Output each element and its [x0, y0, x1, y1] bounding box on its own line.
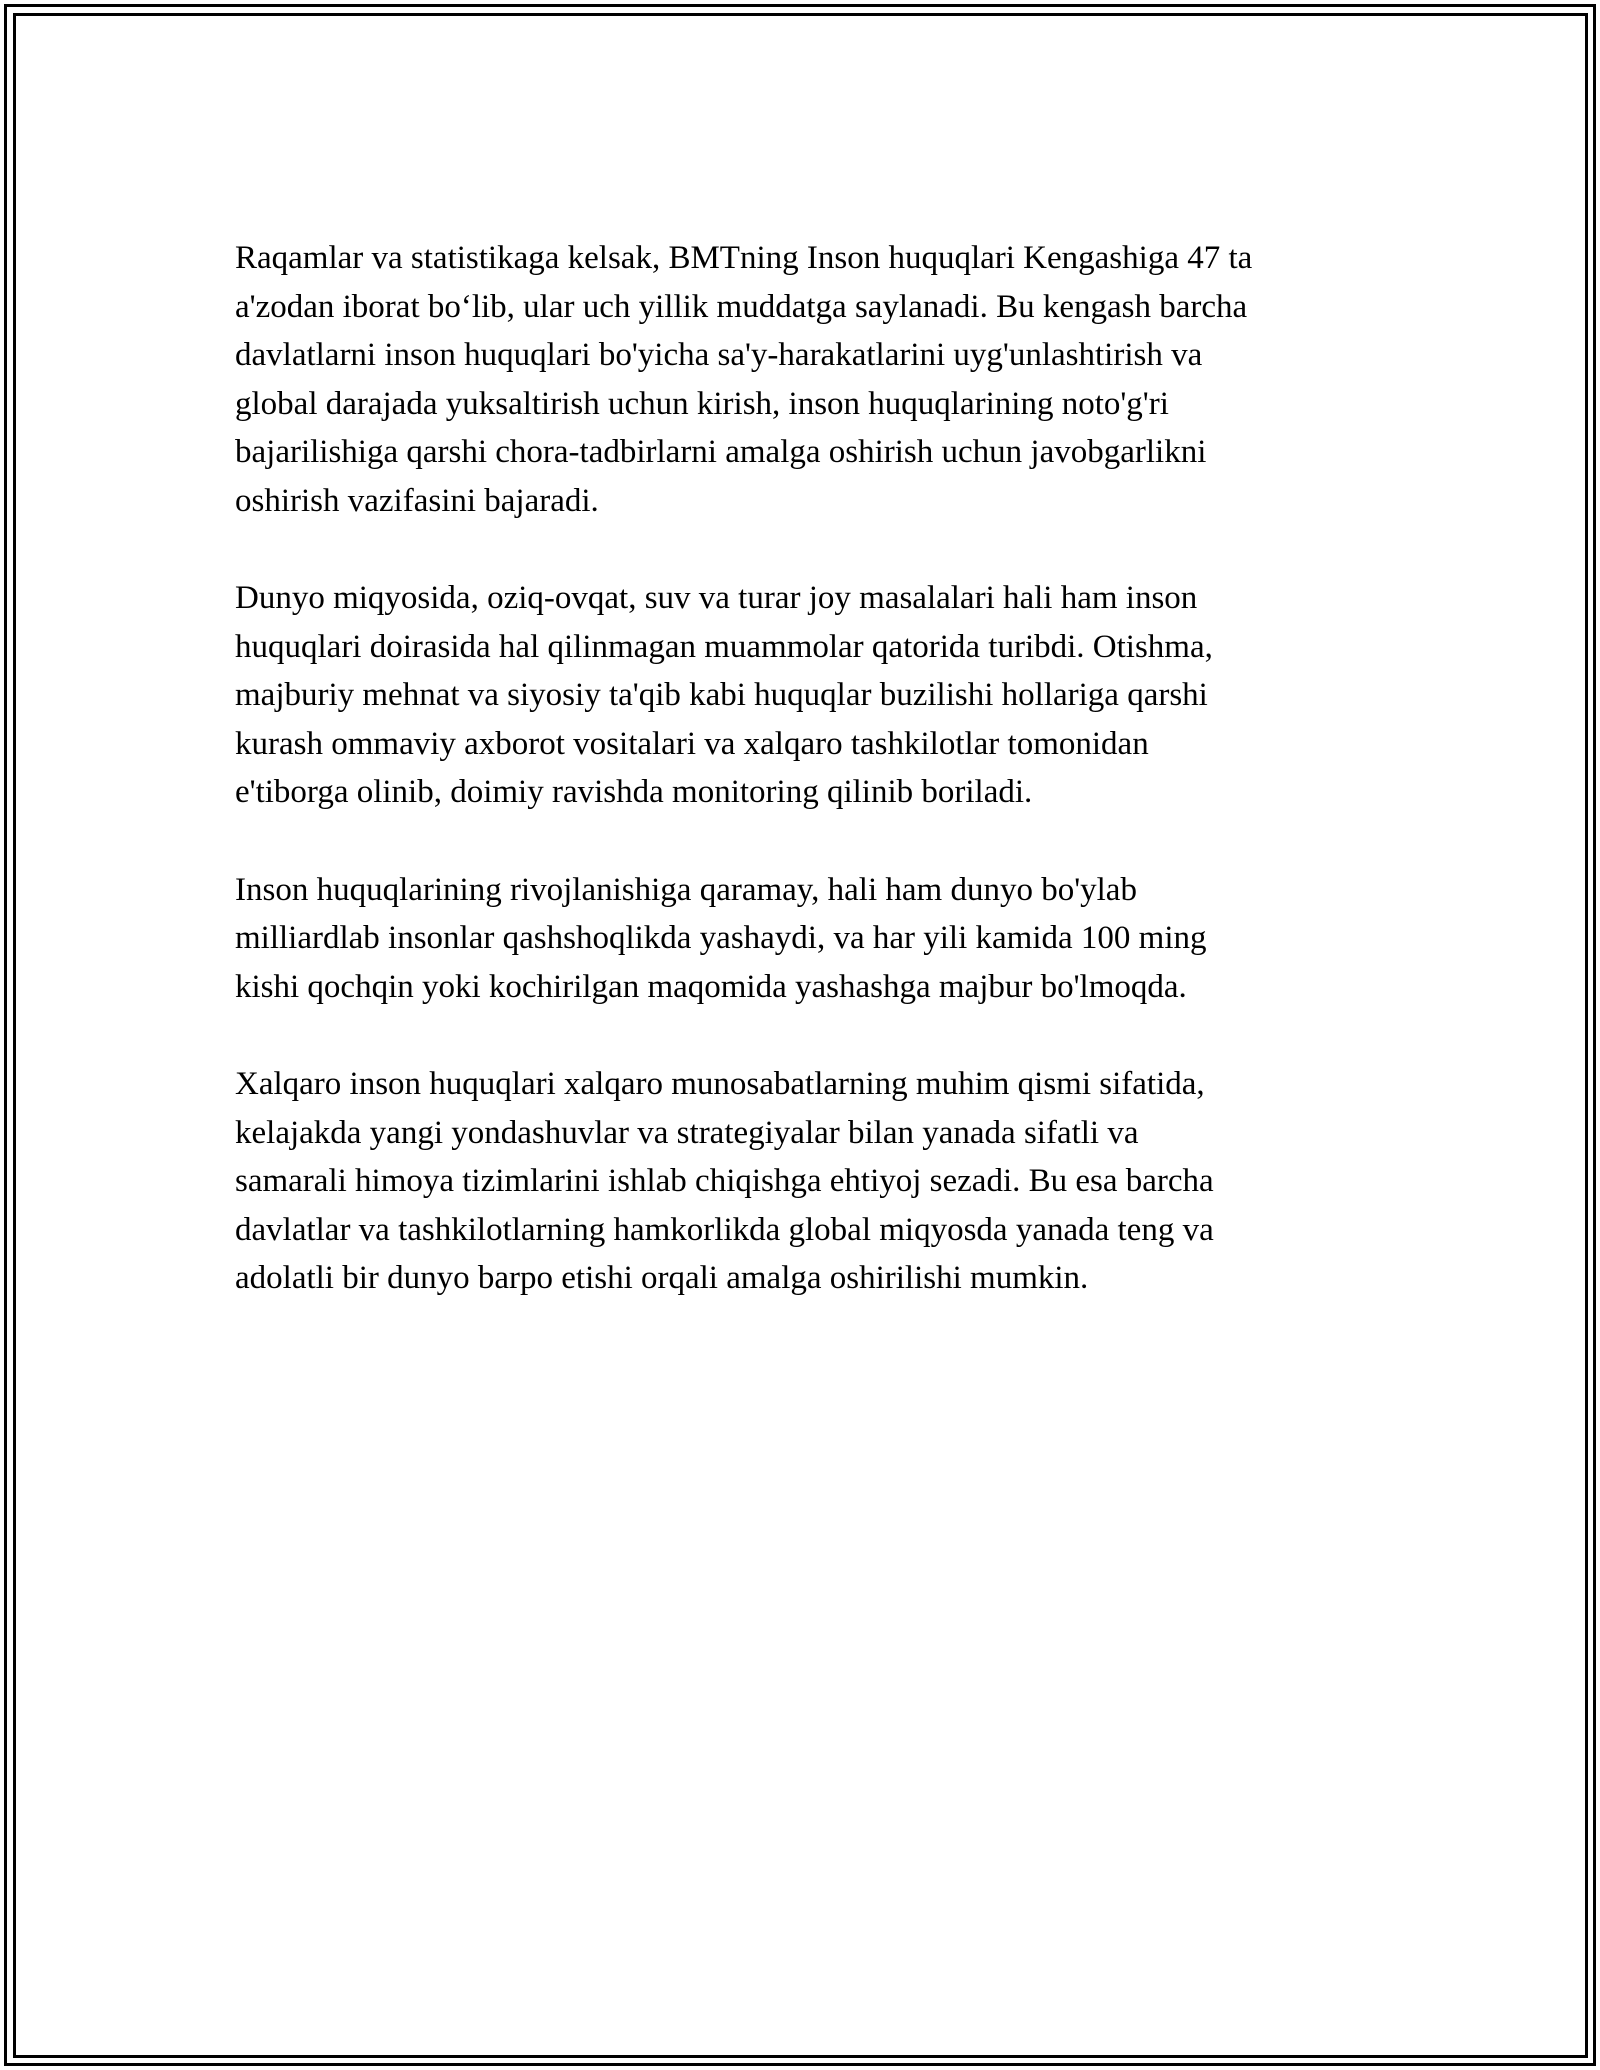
- paragraph-future-protection: Xalqaro inson huquqlari xalqaro munosabatlarning muhim qismi sifatida, kelajakda yangi yondashuvlar va strategiyalar bilan yanada sifatli va samarali himoya tizimlarini ishlab chiqishga ehtiyoj sezadi. Bu esa barcha davlatlar va tashkilotlarning hamkorlikda global miqyosda yanada teng va adolatli bir dunyo barpo etishi orqali amalga oshirilishi mumkin.: [235, 1066, 1214, 1296]
- paragraph-poverty-refugees: Inson huquqlarining rivojlanishiga qaramay, hali ham dunyo bo'ylab milliardlab insonlar qashshoqlikda yashaydi, va har yili kamida 100 ming kishi qochqin yoki kochirilgan maqomida yashashga majbur bo'lmoqda.: [235, 871, 1207, 1005]
- document-body: [235, 234, 1375, 1352]
- paragraph-council-statistics: Raqamlar va statistikaga kelsak, BMTning Inson huquqlari Kengashiga 47 ta a'zodan iborat bo‘lib, ular uch yillik muddatga saylanadi. Bu kengash barcha davlatlarni inson huquqlari bo'yicha sa'y-harakatlarini uyg'unlashtirish va global darajada yuksaltirish uchun kirish, inson huquqlarining noto'g'ri bajarilishiga qarshi chora-tadbirlarni amalga oshirish uchun javobgarlikni oshirish vazifasini bajaradi.: [235, 240, 1253, 519]
- paragraph-global-issues: Dunyo miqyosida, oziq-ovqat, suv va turar joy masalalari hali ham inson huquqlari doirasida hal qilinmagan muammolar qatorida turibdi. Otishma, majburiy mehnat va siyosiy ta'qib kabi huquqlar buzilishi hollariga qarshi kurash ommaviy axborot vositalari va xalqaro tashkilotlar tomonidan e'tiborga olinib, doimiy ravishda monitoring qilinib boriladi.: [235, 580, 1213, 810]
